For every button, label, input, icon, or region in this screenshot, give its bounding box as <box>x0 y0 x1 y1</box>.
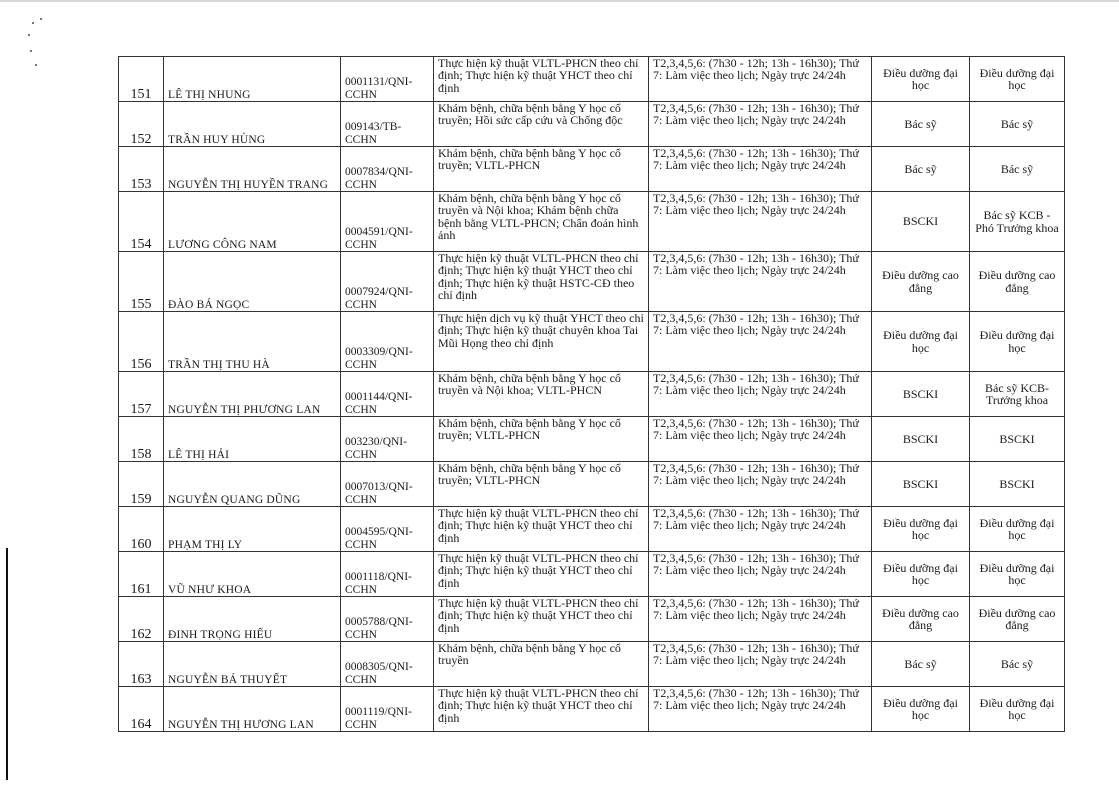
row-number: 157 <box>119 372 164 417</box>
license-number: 0004591/QNI-CCHN <box>341 192 434 252</box>
license-number: 0007013/QNI-CCHN <box>341 462 434 507</box>
position: BSCKI <box>970 462 1065 507</box>
staff-name: VŨ NHƯ KHOA <box>164 552 341 597</box>
staff-table <box>118 56 1065 732</box>
working-hours: T2,3,4,5,6: (7h30 - 12h; 13h - 16h30); Thứ 7: Làm việc theo lịch; Ngày trực 24/24h <box>649 192 872 252</box>
qualification: Điều dưỡng cao đẳng <box>872 252 970 312</box>
row-number: 155 <box>119 252 164 312</box>
table-row <box>119 417 1065 462</box>
staff-name: NGUYỄN THỊ HƯƠNG LAN <box>164 687 341 732</box>
license-number: 0005788/QNI-CCHN <box>341 597 434 642</box>
working-hours: T2,3,4,5,6: (7h30 - 12h; 13h - 16h30); Thứ 7: Làm việc theo lịch; Ngày trực 24/24h <box>649 252 872 312</box>
qualification: Điều dưỡng đại học <box>872 312 970 372</box>
staff-name: NGUYỄN QUANG DŨNG <box>164 462 341 507</box>
position: Bác sỹ KCB - Phó Trưởng khoa <box>970 192 1065 252</box>
working-hours: T2,3,4,5,6: (7h30 - 12h; 13h - 16h30); Thứ 7: Làm việc theo lịch; Ngày trực 24/24h <box>649 57 872 102</box>
license-number: 0007834/QNI-CCHN <box>341 147 434 192</box>
row-number: 156 <box>119 312 164 372</box>
qualification: Điều dưỡng cao đẳng <box>872 597 970 642</box>
row-number: 163 <box>119 642 164 687</box>
qualification: BSCKI <box>872 372 970 417</box>
practice-scope: Thực hiện kỹ thuật VLTL-PHCN theo chỉ định; Thực hiện kỹ thuật YHCT theo chỉ định <box>434 552 649 597</box>
license-number: 0001131/QNI-CCHN <box>341 57 434 102</box>
license-number: 0003309/QNI-CCHN <box>341 312 434 372</box>
staff-name: NGUYỄN THỊ HUYỀN TRANG <box>164 147 341 192</box>
qualification: Điều dưỡng đại học <box>872 552 970 597</box>
working-hours: T2,3,4,5,6: (7h30 - 12h; 13h - 16h30); Thứ 7: Làm việc theo lịch; Ngày trực 24/24h <box>649 552 872 597</box>
position: BSCKI <box>970 417 1065 462</box>
table-row <box>119 192 1065 252</box>
table-row <box>119 147 1065 192</box>
practice-scope: Khám bệnh, chữa bệnh bằng Y học cổ truyền; VLTL-PHCN <box>434 417 649 462</box>
row-number: 159 <box>119 462 164 507</box>
row-number: 162 <box>119 597 164 642</box>
practice-scope: Khám bệnh, chữa bệnh bằng Y học cổ truyền; VLTL-PHCN <box>434 147 649 192</box>
practice-scope: Khám bệnh, chữa bệnh bằng Y học cổ truyền; VLTL-PHCN <box>434 462 649 507</box>
working-hours: T2,3,4,5,6: (7h30 - 12h; 13h - 16h30); Thứ 7: Làm việc theo lịch; Ngày trực 24/24h <box>649 597 872 642</box>
license-number: 0001118/QNI-CCHN <box>341 552 434 597</box>
staff-name: NGUYỄN THỊ PHƯƠNG LAN <box>164 372 341 417</box>
table-row <box>119 462 1065 507</box>
scan-left-edge <box>6 548 8 780</box>
license-number: 0001144/QNI-CCHN <box>341 372 434 417</box>
working-hours: T2,3,4,5,6: (7h30 - 12h; 13h - 16h30); Thứ 7: Làm việc theo lịch; Ngày trực 24/24h <box>649 312 872 372</box>
qualification: BSCKI <box>872 462 970 507</box>
scan-speck <box>30 50 32 52</box>
table-row <box>119 597 1065 642</box>
position: Điều dưỡng đại học <box>970 57 1065 102</box>
staff-name: NGUYỄN BÁ THUYẾT <box>164 642 341 687</box>
table-row <box>119 57 1065 102</box>
practice-scope: Thực hiện dịch vụ kỹ thuật YHCT theo chỉ định; Thực hiện kỹ thuật chuyên khoa Tai Mũi Họng theo chỉ định <box>434 312 649 372</box>
position: Điều dưỡng đại học <box>970 687 1065 732</box>
row-number: 161 <box>119 552 164 597</box>
staff-name: LÊ THỊ NHUNG <box>164 57 341 102</box>
row-number: 151 <box>119 57 164 102</box>
practice-scope: Thực hiện kỹ thuật VLTL-PHCN theo chỉ định; Thực hiện kỹ thuật YHCT theo chỉ định <box>434 687 649 732</box>
scan-top-edge <box>0 0 1119 2</box>
table-row <box>119 372 1065 417</box>
table-row <box>119 687 1065 732</box>
practice-scope: Thực hiện kỹ thuật VLTL-PHCN theo chỉ định; Thực hiện kỹ thuật YHCT theo chỉ định <box>434 597 649 642</box>
table-row <box>119 252 1065 312</box>
table-row <box>119 102 1065 147</box>
license-number: 0004595/QNI-CCHN <box>341 507 434 552</box>
staff-name: ĐINH TRỌNG HIẾU <box>164 597 341 642</box>
scan-speck <box>35 64 37 66</box>
working-hours: T2,3,4,5,6: (7h30 - 12h; 13h - 16h30); Thứ 7: Làm việc theo lịch; Ngày trực 24/24h <box>649 507 872 552</box>
license-number: 003230/QNI-CCHN <box>341 417 434 462</box>
row-number: 154 <box>119 192 164 252</box>
position: Bác sỹ <box>970 102 1065 147</box>
practice-scope: Thực hiện kỹ thuật VLTL-PHCN theo chỉ định; Thực hiện kỹ thuật YHCT theo chỉ định <box>434 57 649 102</box>
staff-name: TRẦN THỊ THU HÀ <box>164 312 341 372</box>
working-hours: T2,3,4,5,6: (7h30 - 12h; 13h - 16h30); Thứ 7: Làm việc theo lịch; Ngày trực 24/24h <box>649 372 872 417</box>
position: Bác sỹ KCB- Trưởng khoa <box>970 372 1065 417</box>
practice-scope: Thực hiện kỹ thuật VLTL-PHCN theo chỉ định; Thực hiện kỹ thuật YHCT theo chỉ định <box>434 507 649 552</box>
practice-scope: Khám bệnh, chữa bệnh bằng Y học cổ truyền và Nội khoa; VLTL-PHCN <box>434 372 649 417</box>
row-number: 152 <box>119 102 164 147</box>
working-hours: T2,3,4,5,6: (7h30 - 12h; 13h - 16h30); Thứ 7: Làm việc theo lịch; Ngày trực 24/24h <box>649 147 872 192</box>
working-hours: T2,3,4,5,6: (7h30 - 12h; 13h - 16h30); Thứ 7: Làm việc theo lịch; Ngày trực 24/24h <box>649 417 872 462</box>
position: Điều dưỡng cao đẳng <box>970 252 1065 312</box>
table-row <box>119 312 1065 372</box>
position: Bác sỹ <box>970 642 1065 687</box>
row-number: 158 <box>119 417 164 462</box>
row-number: 160 <box>119 507 164 552</box>
scan-speck <box>40 18 42 20</box>
scan-speck <box>32 22 34 24</box>
staff-name: PHẠM THỊ LY <box>164 507 341 552</box>
staff-name: LÊ THỊ HẢI <box>164 417 341 462</box>
practice-scope: Khám bệnh, chữa bệnh bằng Y học cổ truyền và Nội khoa; Khám bệnh chữa bệnh bằng VLTL-PHCN; Chẩn đoán hình ảnh <box>434 192 649 252</box>
working-hours: T2,3,4,5,6: (7h30 - 12h; 13h - 16h30); Thứ 7: Làm việc theo lịch; Ngày trực 24/24h <box>649 462 872 507</box>
license-number: 0001119/QNI-CCHN <box>341 687 434 732</box>
table-row <box>119 642 1065 687</box>
position: Điều dưỡng đại học <box>970 552 1065 597</box>
qualification: Bác sỹ <box>872 642 970 687</box>
staff-name: TRẦN HUY HÙNG <box>164 102 341 147</box>
position: Điều dưỡng đại học <box>970 507 1065 552</box>
qualification: Điều dưỡng đại học <box>872 687 970 732</box>
row-number: 153 <box>119 147 164 192</box>
practice-scope: Khám bệnh, chữa bệnh bằng Y học cổ truyền <box>434 642 649 687</box>
table-row <box>119 507 1065 552</box>
staff-name: LƯƠNG CÔNG NAM <box>164 192 341 252</box>
license-number: 0007924/QNI-CCHN <box>341 252 434 312</box>
qualification: Điều dưỡng đại học <box>872 507 970 552</box>
working-hours: T2,3,4,5,6: (7h30 - 12h; 13h - 16h30); Thứ 7: Làm việc theo lịch; Ngày trực 24/24h <box>649 687 872 732</box>
practice-scope: Thực hiện kỹ thuật VLTL-PHCN theo chỉ định; Thực hiện kỹ thuật YHCT theo chỉ định; Thực hiện kỹ thuật HSTC-CĐ theo chỉ định <box>434 252 649 312</box>
qualification: Bác sỹ <box>872 147 970 192</box>
working-hours: T2,3,4,5,6: (7h30 - 12h; 13h - 16h30); Thứ 7: Làm việc theo lịch; Ngày trực 24/24h <box>649 102 872 147</box>
position: Điều dưỡng cao đẳng <box>970 597 1065 642</box>
practice-scope: Khám bệnh, chữa bệnh bằng Y học cổ truyền; Hồi sức cấp cứu và Chống độc <box>434 102 649 147</box>
qualification: BSCKI <box>872 417 970 462</box>
staff-table-body <box>119 57 1065 732</box>
position: Điều dưỡng đại học <box>970 312 1065 372</box>
qualification: Điều dưỡng đại học <box>872 57 970 102</box>
license-number: 009143/TB-CCHN <box>341 102 434 147</box>
position: Bác sỹ <box>970 147 1065 192</box>
qualification: Bác sỹ <box>872 102 970 147</box>
table-row <box>119 552 1065 597</box>
working-hours: T2,3,4,5,6: (7h30 - 12h; 13h - 16h30); Thứ 7: Làm việc theo lịch; Ngày trực 24/24h <box>649 642 872 687</box>
license-number: 0008305/QNI-CCHN <box>341 642 434 687</box>
row-number: 164 <box>119 687 164 732</box>
qualification: BSCKI <box>872 192 970 252</box>
scan-speck <box>28 34 30 36</box>
staff-name: ĐÀO BÁ NGỌC <box>164 252 341 312</box>
